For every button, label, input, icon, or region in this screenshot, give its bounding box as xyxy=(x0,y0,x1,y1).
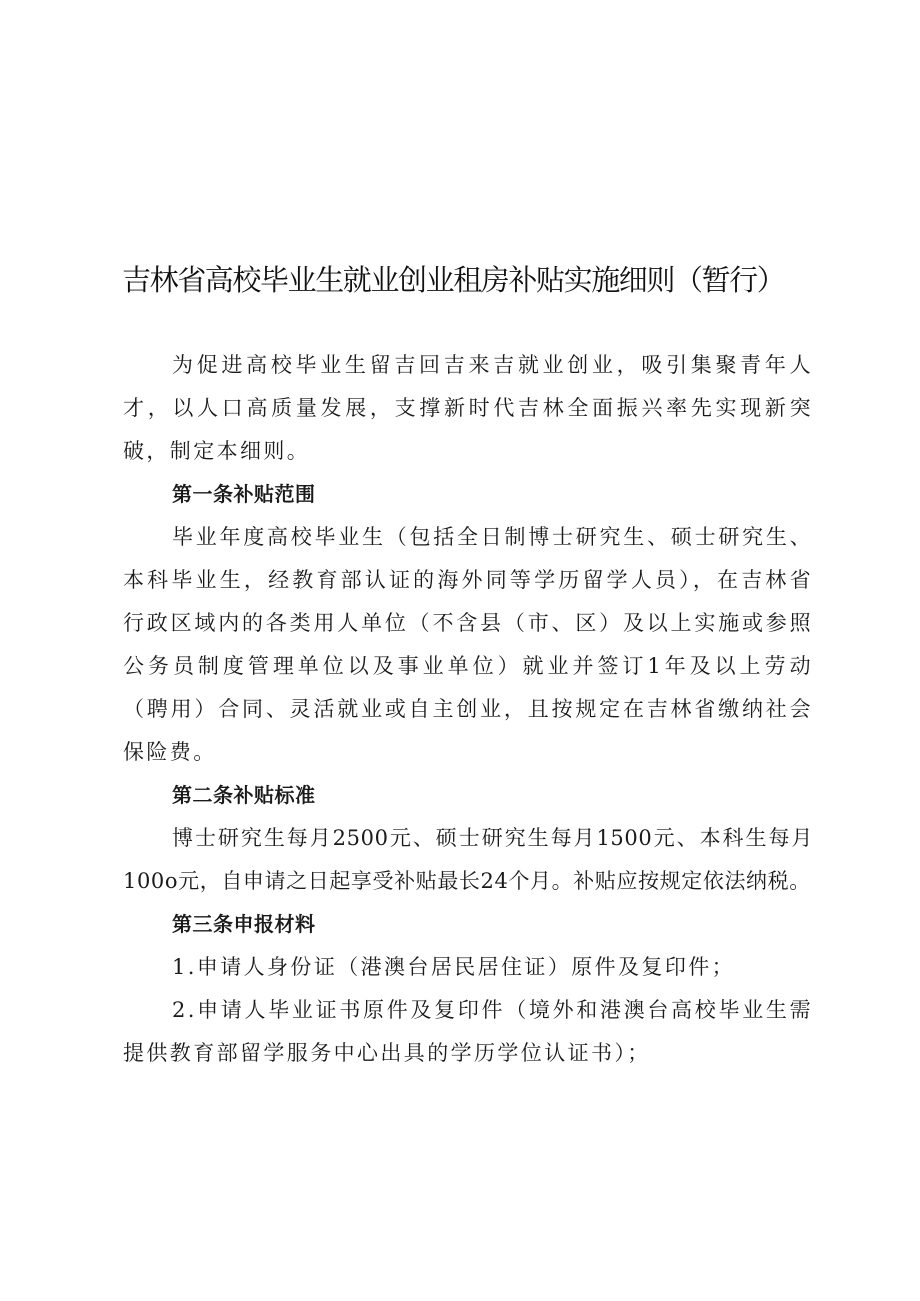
section-1-heading: 第一条补贴范围 xyxy=(172,482,316,506)
document-body xyxy=(123,344,813,1075)
section-3-item-2: 2.申请人毕业证书原件及复印件（境外和港澳台高校毕业生需提供教育部留学服务中心出具的学历学位认证书）； xyxy=(123,998,813,1065)
section-3-item-1: 1.申请人身份证（港澳台居民居住证）原件及复印件； xyxy=(172,955,736,979)
intro-paragraph: 为促进高校毕业生留吉回吉来吉就业创业，吸引集聚青年人才，以人口高质量发展，支撑新时代吉林全面振兴率先实现新突破，制定本细则。 xyxy=(123,353,813,463)
document-title: 吉林省高校毕业生就业创业租房补贴实施细则（暂行） xyxy=(122,263,785,297)
section-1-paragraph: 毕业年度高校毕业生（包括全日制博士研究生、硕士研究生、本科毕业生，经教育部认证的海外同等学历留学人员），在吉林省行政区域内的各类用人单位（不含县（市、区）及以上实施或参照公务员制度管理单位以及事业单位）就业并签订1年及以上劳动（聘用）合同、灵活就业或自主创业，且按规定在吉林省缴纳社会保险费。 xyxy=(123,525,813,764)
section-2-paragraph: 博士研究生每月2500元、硕士研究生每月1500元、本科生每月100o元，自申请之日起享受补贴最长24个月。补贴应按规定依法纳税。 xyxy=(123,826,813,893)
section-3-heading: 第三条申报材料 xyxy=(172,912,316,936)
section-2-heading: 第二条补贴标准 xyxy=(172,783,316,807)
